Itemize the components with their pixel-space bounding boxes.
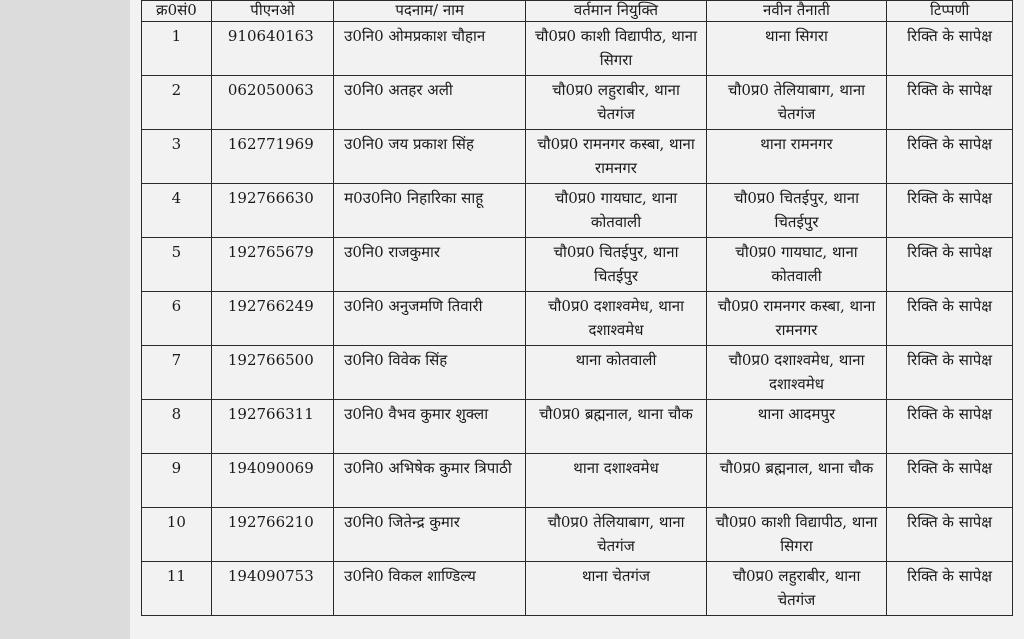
cell-new-posting: चौ0प्र0 काशी विद्यापीठ, थाना सिगरा <box>706 508 886 562</box>
cell-serial: 11 <box>142 562 212 616</box>
cell-new-posting: चौ0प्र0 तेलियाबाग, थाना चेतगंज <box>706 76 886 130</box>
cell-pno: 162771969 <box>211 130 333 184</box>
table-row <box>142 76 1013 130</box>
cell-name: उ0नि0 विकल शाण्डिल्य <box>334 562 526 616</box>
cell-name: उ0नि0 वैभव कुमार शुक्ला <box>334 400 526 454</box>
cell-remark: रिक्ति के सापेक्ष <box>887 238 1013 292</box>
cell-pno: 192766500 <box>211 346 333 400</box>
cell-serial: 3 <box>142 130 212 184</box>
cell-current-posting: चौ0प्र0 गायघाट, थाना कोतवाली <box>526 184 706 238</box>
table-row <box>142 454 1013 508</box>
header-remark: टिप्पणी <box>887 1 1013 22</box>
cell-serial: 6 <box>142 292 212 346</box>
cell-name: उ0नि0 जितेन्द्र कुमार <box>334 508 526 562</box>
cell-remark: रिक्ति के सापेक्ष <box>887 292 1013 346</box>
table-row <box>142 184 1013 238</box>
cell-pno: 192766311 <box>211 400 333 454</box>
cell-pno: 192766249 <box>211 292 333 346</box>
cell-new-posting: थाना रामनगर <box>706 130 886 184</box>
header-current-posting: वर्तमान नियुक्ति <box>526 1 706 22</box>
cell-remark: रिक्ति के सापेक्ष <box>887 130 1013 184</box>
cell-remark: रिक्ति के सापेक्ष <box>887 76 1013 130</box>
cell-name: उ0नि0 जय प्रकाश सिंह <box>334 130 526 184</box>
cell-serial: 10 <box>142 508 212 562</box>
cell-pno: 194090753 <box>211 562 333 616</box>
cell-current-posting: चौ0प्र0 काशी विद्यापीठ, थाना सिगरा <box>526 22 706 76</box>
cell-pno: 062050063 <box>211 76 333 130</box>
cell-current-posting: चौ0प्र0 रामनगर कस्बा, थाना रामनगर <box>526 130 706 184</box>
cell-remark: रिक्ति के सापेक्ष <box>887 184 1013 238</box>
table-row <box>142 238 1013 292</box>
cell-serial: 8 <box>142 400 212 454</box>
table-row <box>142 292 1013 346</box>
table-row <box>142 346 1013 400</box>
cell-remark: रिक्ति के सापेक्ष <box>887 508 1013 562</box>
cell-remark: रिक्ति के सापेक्ष <box>887 454 1013 508</box>
table-row <box>142 400 1013 454</box>
header-serial: क्र0सं0 <box>142 1 212 22</box>
table-row <box>142 22 1013 76</box>
cell-name: उ0नि0 अभिषेक कुमार त्रिपाठी <box>334 454 526 508</box>
cell-name: उ0नि0 राजकुमार <box>334 238 526 292</box>
cell-pno: 194090069 <box>211 454 333 508</box>
cell-pno: 910640163 <box>211 22 333 76</box>
cell-current-posting: चौ0प्र0 चितईपुर, थाना चितईपुर <box>526 238 706 292</box>
cell-current-posting: चौ0प्र0 दशाश्वमेध, थाना दशाश्वमेध <box>526 292 706 346</box>
cell-new-posting: चौ0प्र0 रामनगर कस्बा, थाना रामनगर <box>706 292 886 346</box>
cell-new-posting: चौ0प्र0 ब्रह्मनाल, थाना चौक <box>706 454 886 508</box>
cell-serial: 7 <box>142 346 212 400</box>
cell-new-posting: थाना आदमपुर <box>706 400 886 454</box>
cell-pno: 192766210 <box>211 508 333 562</box>
cell-new-posting: चौ0प्र0 दशाश्वमेध, थाना दशाश्वमेध <box>706 346 886 400</box>
table-row <box>142 562 1013 616</box>
cell-remark: रिक्ति के सापेक्ष <box>887 22 1013 76</box>
cell-name: उ0नि0 ओमप्रकाश चौहान <box>334 22 526 76</box>
cell-remark: रिक्ति के सापेक्ष <box>887 562 1013 616</box>
cell-remark: रिक्ति के सापेक्ष <box>887 346 1013 400</box>
cell-new-posting: चौ0प्र0 लहुराबीर, थाना चेतगंज <box>706 562 886 616</box>
header-pno: पीएनओ <box>211 1 333 22</box>
header-new-posting: नवीन तैनाती <box>706 1 886 22</box>
cell-serial: 9 <box>142 454 212 508</box>
transfer-table <box>141 0 1013 616</box>
table-row <box>142 508 1013 562</box>
cell-name: म0उ0नि0 निहारिका साहू <box>334 184 526 238</box>
cell-remark: रिक्ति के सापेक्ष <box>887 400 1013 454</box>
cell-current-posting: चौ0प्र0 तेलियाबाग, थाना चेतगंज <box>526 508 706 562</box>
cell-serial: 5 <box>142 238 212 292</box>
cell-new-posting: चौ0प्र0 गायघाट, थाना कोतवाली <box>706 238 886 292</box>
table-row <box>142 130 1013 184</box>
cell-current-posting: थाना चेतगंज <box>526 562 706 616</box>
cell-new-posting: चौ0प्र0 चितईपुर, थाना चितईपुर <box>706 184 886 238</box>
cell-serial: 2 <box>142 76 212 130</box>
table-header-row <box>142 1 1013 22</box>
cell-current-posting: थाना दशाश्वमेध <box>526 454 706 508</box>
cell-serial: 4 <box>142 184 212 238</box>
cell-name: उ0नि0 अतहर अली <box>334 76 526 130</box>
cell-name: उ0नि0 अनुजमणि तिवारी <box>334 292 526 346</box>
cell-name: उ0नि0 विवेक सिंह <box>334 346 526 400</box>
cell-pno: 192765679 <box>211 238 333 292</box>
cell-current-posting: थाना कोतवाली <box>526 346 706 400</box>
cell-pno: 192766630 <box>211 184 333 238</box>
header-name: पदनाम/ नाम <box>334 1 526 22</box>
cell-new-posting: थाना सिगरा <box>706 22 886 76</box>
cell-current-posting: चौ0प्र0 ब्रह्मनाल, थाना चौक <box>526 400 706 454</box>
cell-current-posting: चौ0प्र0 लहुराबीर, थाना चेतगंज <box>526 76 706 130</box>
cell-serial: 1 <box>142 22 212 76</box>
